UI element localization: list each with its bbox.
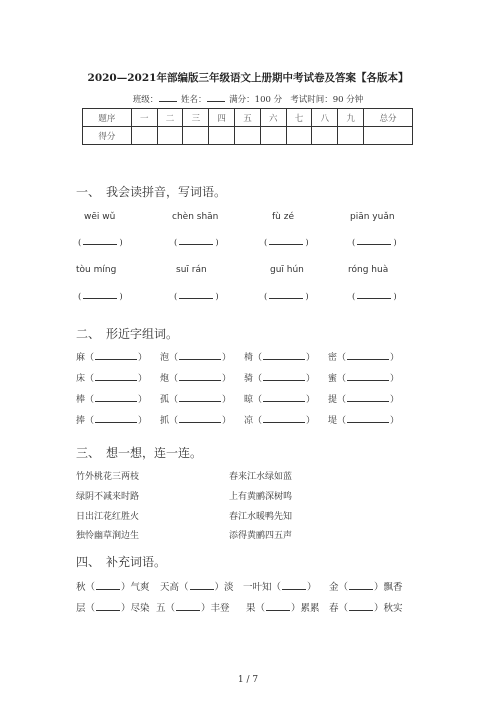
table-cell: 题序 <box>83 109 132 127</box>
table-cell: 一 <box>131 109 157 127</box>
score-cell[interactable] <box>364 127 413 145</box>
word-row: 床（ ） <box>76 374 148 384</box>
answer-blank[interactable] <box>347 351 389 360</box>
answer-blank[interactable] <box>95 414 137 423</box>
answer-blank[interactable]: ( ) <box>352 292 397 302</box>
table-cell: 六 <box>260 109 286 127</box>
word-row: 蜜（ ） <box>328 374 400 384</box>
answer-blank[interactable] <box>349 580 373 590</box>
pinyin: wēi wǔ <box>84 212 116 222</box>
idiom-fill: 五（ ）丰登 <box>156 603 230 614</box>
answer-blank[interactable]: ( ) <box>352 238 397 248</box>
answer-blank[interactable]: ( ) <box>78 292 123 302</box>
char: 孤 <box>160 395 170 405</box>
idiom-fill: 天高（ ）淡 <box>160 582 234 593</box>
score-cell[interactable] <box>209 127 235 145</box>
idiom-fill: 金（ ）飘香 <box>329 582 403 593</box>
poem-line-right[interactable]: 春江水暖鸭先知 <box>229 512 293 522</box>
answer-blank[interactable] <box>190 580 214 590</box>
word-row: 凉（ ） <box>244 416 316 426</box>
full-score: 满分：100 分 <box>229 95 283 105</box>
poem-line-left[interactable]: 绿阴不减来时路 <box>76 492 140 502</box>
char: 捧 <box>76 416 86 426</box>
answer-blank[interactable] <box>179 351 221 360</box>
pinyin: róng huà <box>348 265 389 275</box>
word-row: 棒（ ） <box>76 395 148 405</box>
idiom-fill: 层（ ）尽染 <box>76 603 150 614</box>
poem-line-left[interactable]: 独怜幽草涧边生 <box>76 531 140 541</box>
answer-blank[interactable]: ( ) <box>174 292 219 302</box>
word-row: 捧（ ） <box>76 416 148 426</box>
idiom-fill: 春（ ）秋实 <box>329 603 403 614</box>
word-row: 提（ ） <box>328 395 400 405</box>
section-1-heading <box>76 183 226 200</box>
table-cell: 九 <box>338 109 364 127</box>
score-cell[interactable] <box>260 127 286 145</box>
name-label: 姓名： <box>180 95 207 105</box>
pinyin: guī hún <box>270 265 304 275</box>
section-title: 补充词语。 <box>106 555 167 569</box>
answer-blank[interactable] <box>179 414 221 423</box>
table-cell: 三 <box>183 109 209 127</box>
char: 蜜 <box>328 374 338 384</box>
char: 凉 <box>244 416 254 426</box>
answer-blank[interactable] <box>266 601 290 611</box>
section-title: 形近字组词。 <box>106 327 179 341</box>
class-blank[interactable] <box>159 92 177 102</box>
table-cell: 得分 <box>83 127 132 145</box>
word-row: 炮（ ） <box>160 374 232 384</box>
page-number: 1 / 7 <box>237 675 259 685</box>
pinyin: fù zé <box>272 212 294 222</box>
exam-time: 考试时间：90 分钟 <box>290 95 364 105</box>
char: 麻 <box>76 353 86 363</box>
answer-blank[interactable] <box>95 351 137 360</box>
score-cell[interactable] <box>131 127 157 145</box>
score-table-score-row <box>83 127 413 145</box>
word-row: 堤（ ） <box>328 416 400 426</box>
section-number: 三、 <box>76 446 101 460</box>
word-row: 孤（ ） <box>160 395 232 405</box>
answer-blank[interactable]: ( ) <box>264 238 309 248</box>
poem-line-right[interactable]: 春来江水绿如蓝 <box>229 472 293 482</box>
word-row: 抓（ ） <box>160 416 232 426</box>
word-row: 椅（ ） <box>244 353 316 363</box>
answer-blank[interactable] <box>263 351 305 360</box>
word-row: 泡（ ） <box>160 353 232 363</box>
answer-blank[interactable]: ( ) <box>264 292 309 302</box>
score-cell[interactable] <box>338 127 364 145</box>
answer-blank[interactable] <box>96 601 120 611</box>
score-table-header-row <box>83 109 413 127</box>
pinyin: tòu míng <box>76 265 117 275</box>
poem-line-right[interactable]: 上有黄鹂深树鸣 <box>229 492 293 502</box>
char: 提 <box>328 395 338 405</box>
char: 炮 <box>160 374 170 384</box>
poem-line-left[interactable]: 竹外桃花三两枝 <box>76 472 140 482</box>
answer-blank[interactable] <box>176 601 200 611</box>
word-row: 麻（ ） <box>76 353 148 363</box>
answer-blank[interactable] <box>95 393 137 402</box>
answer-blank[interactable]: ( ) <box>78 238 123 248</box>
class-label: 班级： <box>132 95 159 105</box>
char: 密 <box>328 353 338 363</box>
section-2-heading <box>76 325 178 342</box>
answer-blank[interactable] <box>282 580 306 590</box>
section-4-heading <box>76 553 166 570</box>
char: 骑 <box>244 374 254 384</box>
answer-blank[interactable] <box>263 393 305 402</box>
word-row: 骑（ ） <box>244 374 316 384</box>
word-row: 密（ ） <box>328 353 400 363</box>
answer-blank[interactable] <box>179 372 221 381</box>
char: 泡 <box>160 353 170 363</box>
answer-blank[interactable] <box>263 372 305 381</box>
answer-blank[interactable] <box>347 393 389 402</box>
answer-blank[interactable] <box>347 414 389 423</box>
char: 晾 <box>244 395 254 405</box>
score-cell[interactable] <box>157 127 183 145</box>
student-info <box>0 92 496 105</box>
section-number: 二、 <box>76 327 101 341</box>
score-cell[interactable] <box>235 127 261 145</box>
pinyin: suī rán <box>176 265 207 275</box>
char: 床 <box>76 374 86 384</box>
score-cell[interactable] <box>286 127 312 145</box>
idiom-fill: 果（ ）累累 <box>246 603 320 614</box>
page-title: 2020—2021年部编版三年级语文上册期中考试卷及答案【各版本】 <box>87 72 409 84</box>
idiom-fill: 一叶知（ ） <box>243 582 317 593</box>
poem-line-left[interactable]: 日出江花红胜火 <box>76 512 140 522</box>
name-blank[interactable] <box>207 92 225 102</box>
word-row: 晾（ ） <box>244 395 316 405</box>
score-cell[interactable] <box>312 127 338 145</box>
section-title: 想一想，连一连。 <box>106 446 203 460</box>
section-number: 四、 <box>76 555 101 569</box>
poem-line-right[interactable]: 添得黄鹂四五声 <box>229 531 293 541</box>
answer-blank[interactable] <box>179 393 221 402</box>
answer-blank[interactable] <box>349 601 373 611</box>
table-cell: 五 <box>235 109 261 127</box>
pinyin: piān yuǎn <box>350 212 395 222</box>
table-cell: 总分 <box>364 109 413 127</box>
answer-blank[interactable] <box>263 414 305 423</box>
score-table <box>82 108 413 145</box>
table-cell: 二 <box>157 109 183 127</box>
pinyin: chèn shān <box>172 212 219 222</box>
char: 抓 <box>160 416 170 426</box>
idiom-fill: 秋（ ）气爽 <box>76 582 150 593</box>
table-cell: 四 <box>209 109 235 127</box>
char: 堤 <box>328 416 338 426</box>
answer-blank[interactable]: ( ) <box>174 238 219 248</box>
answer-blank[interactable] <box>347 372 389 381</box>
table-cell: 七 <box>286 109 312 127</box>
char: 椅 <box>244 353 254 363</box>
score-cell[interactable] <box>183 127 209 145</box>
section-title: 我会读拼音，写词语。 <box>106 185 227 199</box>
section-3-heading <box>76 444 202 461</box>
section-number: 一、 <box>76 185 101 199</box>
table-cell: 八 <box>312 109 338 127</box>
char: 棒 <box>76 395 86 405</box>
answer-blank[interactable] <box>96 580 120 590</box>
answer-blank[interactable] <box>95 372 137 381</box>
